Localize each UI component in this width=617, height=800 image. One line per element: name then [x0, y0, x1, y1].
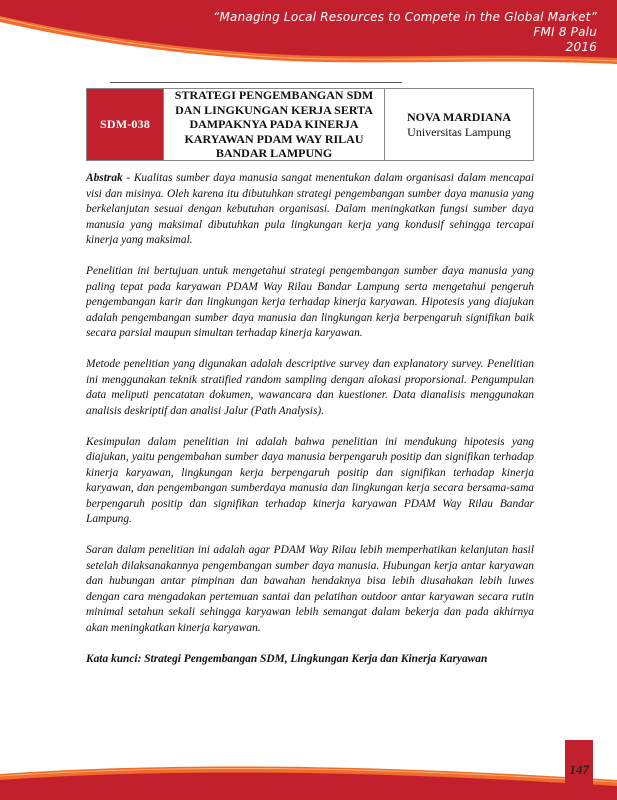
- paper-title: [163, 89, 385, 160]
- header-year: 2016: [565, 40, 597, 54]
- abstract-paragraph-3: Metode penelitian yang digunakan adalah descriptive survey dan explanatory survey. Penelitian ini menggunakan teknik stratified random sampling dengan alokasi proporsional. Pengumpulan data meliputi pencatatan dokumen, wawancara dan kuestioner. Data dianalisis menggunakan analisis deskriptif dan analisi Jalur (Path Analysis).: [86, 358, 534, 417]
- header-banner: [0, 0, 617, 80]
- footer-banner: [0, 740, 617, 800]
- abstract-body: [86, 171, 534, 683]
- paper-title-table: [86, 88, 534, 161]
- paper-title-line: DAN LINGKUNGAN KERJA SERTA: [175, 102, 373, 117]
- header-event: FMI 8 Palu: [533, 25, 597, 39]
- author-block: [385, 89, 533, 160]
- paper-title-line: BANDAR LAMPUNG: [215, 146, 333, 161]
- paper-title-line: KARYAWAN PDAM WAY RILAU: [184, 131, 364, 146]
- top-rule: [110, 82, 402, 83]
- header-tagline: “Managing Local Resources to Compete in the Global Market”: [213, 10, 597, 24]
- abstract-paragraph-1: [86, 171, 534, 249]
- abstract-paragraph-4: Kesimpulan dalam penelitian ini adalah bahwa penelitian ini mendukung hipotesis yang diajukan, yaitu pengembahan sumber daya manusia berpengaruh positip dan signifikan terhadap kinerja karyawan, lingkungan kerja berpengaruh positip dan signifikan terhadap kinerja karyawan, dan pengembangan sumberdaya manusia dan lingkungan kerja secara bersama-sama berpengaruh positip dan signifikan terhadap kinerja karyawan PDAM Way Rilau Bandar Lampung.: [86, 435, 534, 525]
- abstract-text: - Kualitas sumber daya manusia sangat menentukan dalam organisasi dalam mencapai visi dan misinya. Oleh karena itu dibutuhkan strategi pengembangan sumber daya manusia yang berkelanjutan sesuai dengan kebutuhan organisasi. Dalam meningkatkan fungsi sumber daya manusia yang maksimal dibutuhkan pula lingkungan kerja yang kondusif sehingga tercapai kinerja yang maksimal.: [86, 172, 534, 246]
- abstract-paragraph-2: Penelitian ini bertujuan untuk mengetahui strategi pengembangan sumber daya manusia yang paling tepat pada karyawan PDAM Way Rilau Bandar Lampung serta mengetahui pengeruh pengembangan karir dan lingkungan kerja terhadap kinerja karyawan. Hipotesis yang diajukan adalah pengembangan sumber daya manusia dan lingkungan kerja berpengaruh signifikan baik secara parsial maupun simultan terhadap kinerja karyawan.: [86, 265, 534, 339]
- page-number: 147: [569, 762, 589, 777]
- keywords: Kata kunci: Strategi Pengembangan SDM, Lingkungan Kerja dan Kinerja Karyawan: [86, 652, 488, 665]
- paper-code: SDM-038: [87, 89, 163, 160]
- paper-title-line: DAMPAKNYA PADA KINERJA: [189, 117, 359, 132]
- footer-wave-graphic: [0, 740, 617, 800]
- paper-title-line: STRATEGI PENGEMBANGAN SDM: [174, 88, 374, 103]
- abstract-label: Abstrak: [86, 172, 123, 184]
- abstract-paragraph-5: Saran dalam penelitian ini adalah agar PDAM Way Rilau lebih memperhatikan kelanjutan hasil setelah dilaksanakannya pengembangan sumber daya manusia. Hubungan kerja antar karyawan dan hubungan antar pimpinan dan bawahan hendaknya bisa lebih diusahakan lebih luwes dengan cara mengadakan pertemuan santai dan pelatihan outdoor antar karyawan secara rutin minimal setahun sekali sehingga karyawan lebih semangat dalam bekerja dan pada akhirnya akan meningkatkan kinerja karyawan.: [86, 544, 534, 634]
- author-name: NOVA MARDIANA: [406, 109, 512, 124]
- author-affiliation: Universitas Lampung: [407, 124, 511, 139]
